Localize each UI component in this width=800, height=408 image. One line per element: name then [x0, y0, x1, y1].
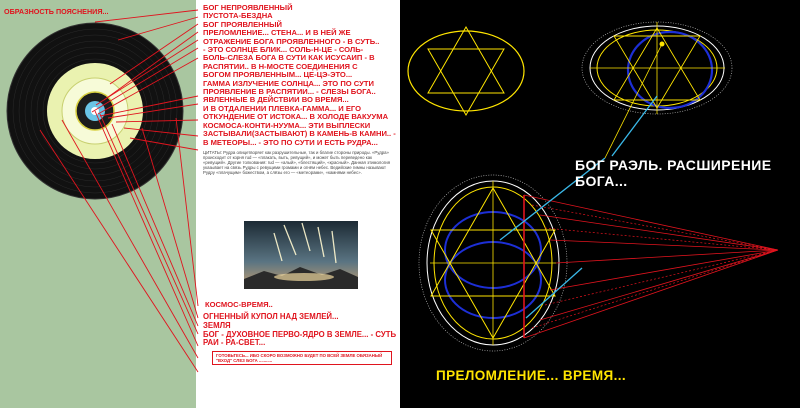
boxed-note	[212, 351, 392, 365]
god-expansion-label: БОГ РАЭЛЬ. РАСШИРЕНИЕ БОГА...	[575, 157, 772, 189]
kosmos-label: КОСМОС-ВРЕМЯ..	[205, 300, 273, 309]
main-text-block: БОГ НЕПРОЯВЛЕННЫЙ ПУСТОТА-БЕЗДНА БОГ ПРОЯВЛЕННЫЙ ПРЕЛОМЛЕНИЕ... СТЕНА... И В НЕЙ ЖЕ ОТРАЖЕНИЕ БОГА ПРОЯВЛЕННОГО - В СУТЬ.. - ЭТО СОЛНЦЕ БЛИК... СОЛЬ-Н-ЦЕ - СОЛЬ- БОЛЬ-СЛЕЗА БОГА В СУТИ КАК ИСУСАИП - В РАСПЯТИИ.. В Н-МОСТЕ СОЕДИНЕНИЯ С БОГОМ ПРОЯВЛЕННЫМ... ЦЕ-ЦЭ-ЭТО... ГАММА ИЗЛУЧЕНИЕ СОЛНЦА... ЭТО ПО СУТИ ПРОЯВЛЕНИЕ В РАСПЯТИИ... - СЛЕЗЫ БОГА.. ЯВЛЕННЫЕ В ДЕЙСТВИИ ВО ВРЕМЯ... И В ОТДАЛЕНИИ ПЛЕВКА-ГАММА... И ЕГО ОТКУНДЕНИЕ ОТ ИСТОКА... В ХОЛОДЕ ВАКУУМА КОСМОСА-КОНТИ-НУУМА... ЭТИ ВЫПЛЕСКИ ЗАСТЫВАЛИ(ЗАСТЫВАЮТ) В КАМЕНЬ-В КАМНИ.. - В МЕТЕОРЫ... - ЭТО ПО СУТИ И ЕСТЬ РУДРА...	[203, 3, 396, 147]
bottom-text: ОГНЕННЫЙ КУПОЛ НАД ЗЕМЛЕЙ... ЗЕМЛЯ БОГ - ДУХОВНОЕ ПЕРВО-ЯДРО В ЗЕМЛЕ... - СУТЬ РАИ - РА-СВЕТ...	[203, 312, 397, 348]
boxed-note-text: ГОТОВЬТЕСЬ... ИБО СКОРО ВОЗМОЖНО БУДЕТ ПО ВСЕЙ ЗЕМЛЕ ОБЯЗАНЫЙ "ВХОД" СЛЕЗ БОГА ...........	[216, 353, 383, 364]
meteor-image	[244, 221, 358, 289]
refraction-time-label: ПРЕЛОМЛЕНИЕ... ВРЕМЯ...	[436, 368, 627, 383]
geometry-figures	[400, 0, 800, 408]
figure-hexagram	[408, 27, 524, 115]
figure-expansion	[582, 22, 732, 158]
left-label: ОБРАЗНОСТЬ ПОЯСНЕНИЯ...	[4, 7, 109, 16]
quote-text: ЦИТАТЫ: Рудра олицетворяет как разрушительные, так и благие стороны природы. «Рудра» происходит от корня rud — «плакать, выть, ревущий», и может быть переведено как «ревущий». Другие толкования: rud — «алый», «блестящий», «красный». Данная этимология указывает на связь Рудры с ревущими громами и огнём небес. Ведийские гимны называют Рудру «плачущим» божеством, а слёзы его — «метеорами», «камнями небес».	[203, 150, 391, 176]
